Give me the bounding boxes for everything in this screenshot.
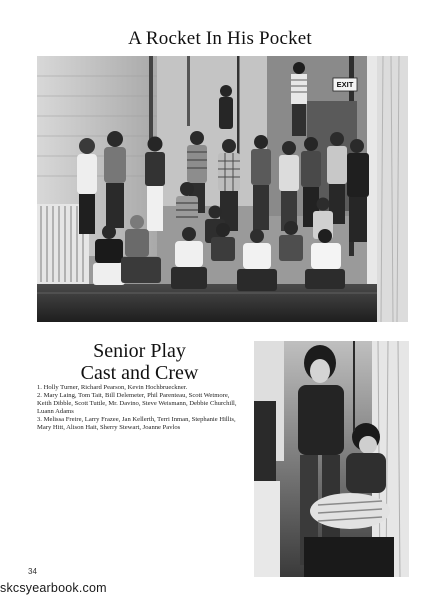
watermark-text: skcsyearbook.com bbox=[0, 581, 107, 595]
photo-caption bbox=[37, 384, 243, 432]
caption-line-1: 1. Holly Turner, Richard Pearson, Kevin Hochbrueckner. bbox=[37, 384, 188, 391]
section-title bbox=[37, 340, 242, 384]
backstage-photo bbox=[254, 341, 409, 577]
section-title-line-1: Senior Play bbox=[93, 340, 186, 362]
exit-sign-label: EXIT bbox=[336, 80, 354, 89]
section-title-line-2: Cast and Crew bbox=[80, 362, 199, 384]
caption-line-3: 3. Melissa Freire, Larry Frazee, Jan Kellerth, Terri Inman, Stephanie Hillis, Mary Hitt, Alison Hait, Sherry Stewart, Joanne Pavlos bbox=[37, 416, 236, 431]
page-number: 34 bbox=[28, 567, 37, 576]
cast-group-photo bbox=[37, 56, 408, 322]
caption-line-2: 2. Mary Laing, Tom Tait, Bill Delemeter, Phil Parenteau, Scott Wetmore, Keith Dibble, Scott Tuttle, Mr. Davino, Steve Weismann, Debbie Churchill, Luann Adams bbox=[37, 392, 237, 415]
page-title: A Rocket In His Pocket bbox=[128, 28, 312, 49]
